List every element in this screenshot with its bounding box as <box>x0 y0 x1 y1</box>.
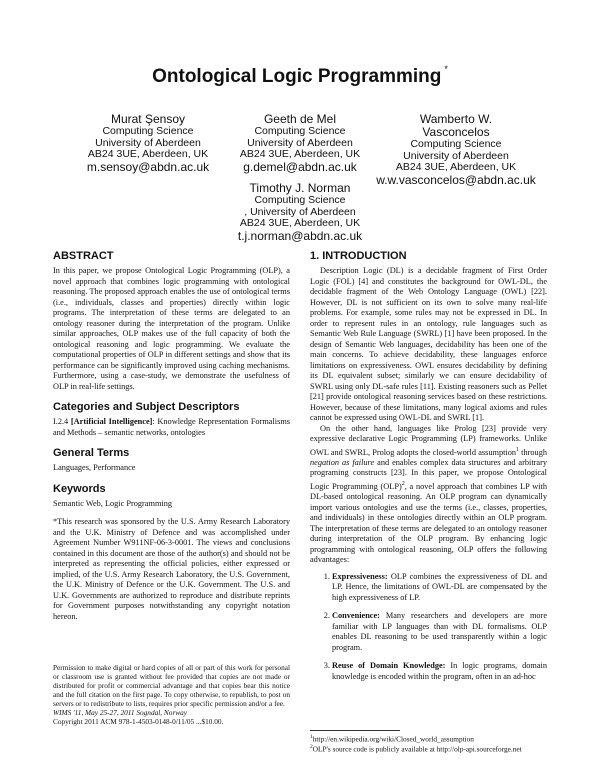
categories-text <box>53 417 290 438</box>
right-column <box>310 250 547 690</box>
footnote-ref[interactable]: 1 <box>516 446 519 453</box>
footnote-text: OLP's source code is publicly available at http://olp-api.sourceforge.net <box>312 744 522 754</box>
title-text: Ontological Logic Programming <box>152 66 442 87</box>
advantage-label: Convenience: <box>332 611 380 621</box>
author-name: Timothy J. Norman <box>249 181 351 195</box>
author-block <box>372 113 540 186</box>
advantage-label: Reuse of Domain Knowledge: <box>332 661 446 671</box>
keywords-text: Semantic Web, Logic Programming <box>53 498 173 508</box>
category-rest: : Knowledge Representation Formalisms and Methods – semantic networks, ontologies <box>53 417 291 437</box>
text-run: On the other hand, languages like Prolog [23] provide very expressive declarative Logic Programming (LP) frameworks. Unlike OWL and SWRL, Prolog adopts the closed-world assumption <box>310 423 547 457</box>
author-dept: Computing Science <box>102 125 194 137</box>
emphasis: negation as failure <box>310 457 375 467</box>
left-column <box>53 250 290 622</box>
author-block <box>70 113 226 173</box>
list-item <box>332 611 547 653</box>
text-run: through <box>519 447 547 457</box>
paper-title <box>0 66 600 88</box>
author-addr: AB24 3UE, Aberdeen, UK <box>395 161 517 173</box>
advantage-label: Expressiveness: <box>332 571 388 581</box>
author-email[interactable]: t.j.norman@abdn.ac.uk <box>237 228 363 243</box>
footnote-text[interactable]: http://en.wikipedia.org/wiki/Closed_world_assumption <box>312 734 474 744</box>
category-bold: [Artificial Intelligence] <box>70 417 153 426</box>
category-code: I.2.4 <box>53 417 69 426</box>
advantage-text: Many researchers and developers are more familiar with LP languages than with DL formalisms. OLP enables DL reasoning to be used transparently within a logic program. <box>332 611 547 652</box>
funding-note: *This research was sponsored by the U.S. Army Research Laboratory and the U.K. Ministry of Defence and was accomplished under Agreement Number W911NF-06-3-0001. The views and conclusions contained in this document are those of the author(s) and should not be interpreted as representing the official policies, either expressed or implied, of the U.S. Army Research Laboratory, the U.S. Government, the U.K. Ministry of Defence or the U.K. Government. The U.S. and U.K. Governments are authorized to reproduce and distribute reprints for Government purposes notwithstanding any copyright notation hereon. <box>53 517 290 621</box>
author-dept: Computing Science <box>254 194 346 206</box>
permission-block <box>53 663 290 726</box>
footnote-mark: 1 <box>310 734 313 740</box>
author-name: Murat Şensoy <box>110 112 186 126</box>
advantage-text: OLP combines the expressiveness of DL and LP. Hence, the limitations of OWL-DL are compensated by the high expressiveness of LP. <box>332 571 547 602</box>
text-run: , a novel approach that combines LP with DL-based ontological reasoning. An OLP program can dynamically import various ontologies and use the terms (i.e., classes, properties, and individuals) in these ontologies directly within an OLP program. The interpretation of these terms are delegated to an ontology reasoner during interpretation of the OLP program. By enhancing logic programming with ontological reasoning, OLP offers the following advantages: <box>310 481 547 565</box>
footnote-mark: 2 <box>310 744 313 751</box>
author-addr: AB24 3UE, Aberdeen, UK <box>87 148 209 160</box>
venue-text: WIMS '11, May 25-27, 2011 Sogndal, Norway <box>53 708 188 717</box>
advantages-list <box>310 572 547 683</box>
author-org: University of Aberdeen <box>403 149 509 162</box>
author-name: Geeth de Mel <box>263 112 337 126</box>
author-email[interactable]: g.demel@abdn.ac.uk <box>243 159 357 174</box>
abstract-text: In this paper, we propose Ontological Logic Programming (OLP), a novel approach that combines logic programming with ontological reasoning. The proposed approach enables the use of ontological terms (i.e., individuals, classes and properties) directly within logic programs. The interpretation of these terms are delegated to an ontology reasoner during the interpretation of the program. Unlike similar approaches, OLP makes use of the full capacity of both the ontological reasoning and logic programming. We evaluate the computational properties of OLP in different settings and show that its performance can be significantly improved using caching mechanisms. Furthermore, using a case-study, we demonstrate the usefulness of OLP in real-life settings. <box>53 266 290 391</box>
general-terms-text: Languages, Performance <box>53 463 136 472</box>
list-item <box>332 661 547 682</box>
categories-heading: Categories and Subject Descriptors <box>53 401 240 413</box>
author-org: University of Aberdeen <box>95 136 201 149</box>
intro-paragraph-2 <box>310 424 547 566</box>
copyright-text: Copyright 2011 ACM 978-1-4503-0148-0/11/05 ...$10.00. <box>53 717 224 726</box>
advantage-text: In logic programs, domain knowledge is encoded within the program, often in an ad-hoc <box>332 661 547 681</box>
title-footnote-mark: * <box>444 64 448 74</box>
general-terms-heading: General Terms <box>53 447 130 459</box>
author-block <box>224 113 376 173</box>
abstract-heading: ABSTRACT <box>53 250 114 262</box>
author-addr: AB24 3UE, Aberdeen, UK <box>239 217 361 229</box>
permission-text: Permission to make digital or hard copies of all or part of this work for personal or classroom use is granted without fee provided that copies are not made or distributed for profit or commercial advantage and that copies bear this notice and the full citation on the first page. To copy otherwise, to republish, to post on servers or to redistribute to lists, requires prior specific permission and/or a fee. <box>53 663 290 708</box>
footnotes <box>310 733 547 754</box>
author-addr: AB24 3UE, Aberdeen, UK <box>239 148 361 160</box>
author-email[interactable]: w.w.vasconcelos@abdn.ac.uk <box>376 172 536 187</box>
author-org: University of Aberdeen <box>247 136 353 149</box>
footnote-1 <box>310 733 547 743</box>
footnote-ref[interactable]: 2 <box>401 480 405 487</box>
author-dept: Computing Science <box>410 138 502 150</box>
intro-paragraph-1: Description Logic (DL) is a decidable fragment of First Order Logic (FOL) [4] and constitutes the background for OWL-DL, the decidable fragment of the Web Ontology Language (OWL) [22]. However, DL is not sufficient on its own to solve many real-life problems. For example, some rules may not be expressed in DL. In order to represent rules in an ontology, rule languages such as Semantic Web Rule Language (SWRL) [1] have been proposed. In the design of Semantic Web languages, decidability has been one of the main concerns. To achieve decidability, these languages enforce limitations on expressiveness. OWL ensures decidability by defining its DL equivalent subset; similarly we can ensure decidability of SWRL using only DL-safe rules [11]. Existing reasoners such as Pellet [21] provide ontological reasoning services based on these restrictions. However, because of these limitations, many logical axioms and rules cannot be expressed using OWL-DL and SWRL [1]. <box>310 266 547 422</box>
author-dept: Computing Science <box>254 125 346 137</box>
footnote-rule <box>310 730 400 731</box>
author-name: Wamberto W. Vasconcelos <box>419 112 493 139</box>
text-run: and enables complex data structures and arbitrary programing constructs [23]. In this paper, we propose Ontological Logic Programming (OLP) <box>310 457 547 491</box>
intro-heading: 1. INTRODUCTION <box>310 250 407 262</box>
author-org: , University of Aberdeen <box>244 205 356 218</box>
author-email[interactable]: m.sensoy@abdn.ac.uk <box>86 159 210 174</box>
list-item <box>332 572 547 604</box>
footnote-2 <box>310 743 547 753</box>
keywords-heading: Keywords <box>53 482 106 495</box>
author-block <box>222 182 378 242</box>
